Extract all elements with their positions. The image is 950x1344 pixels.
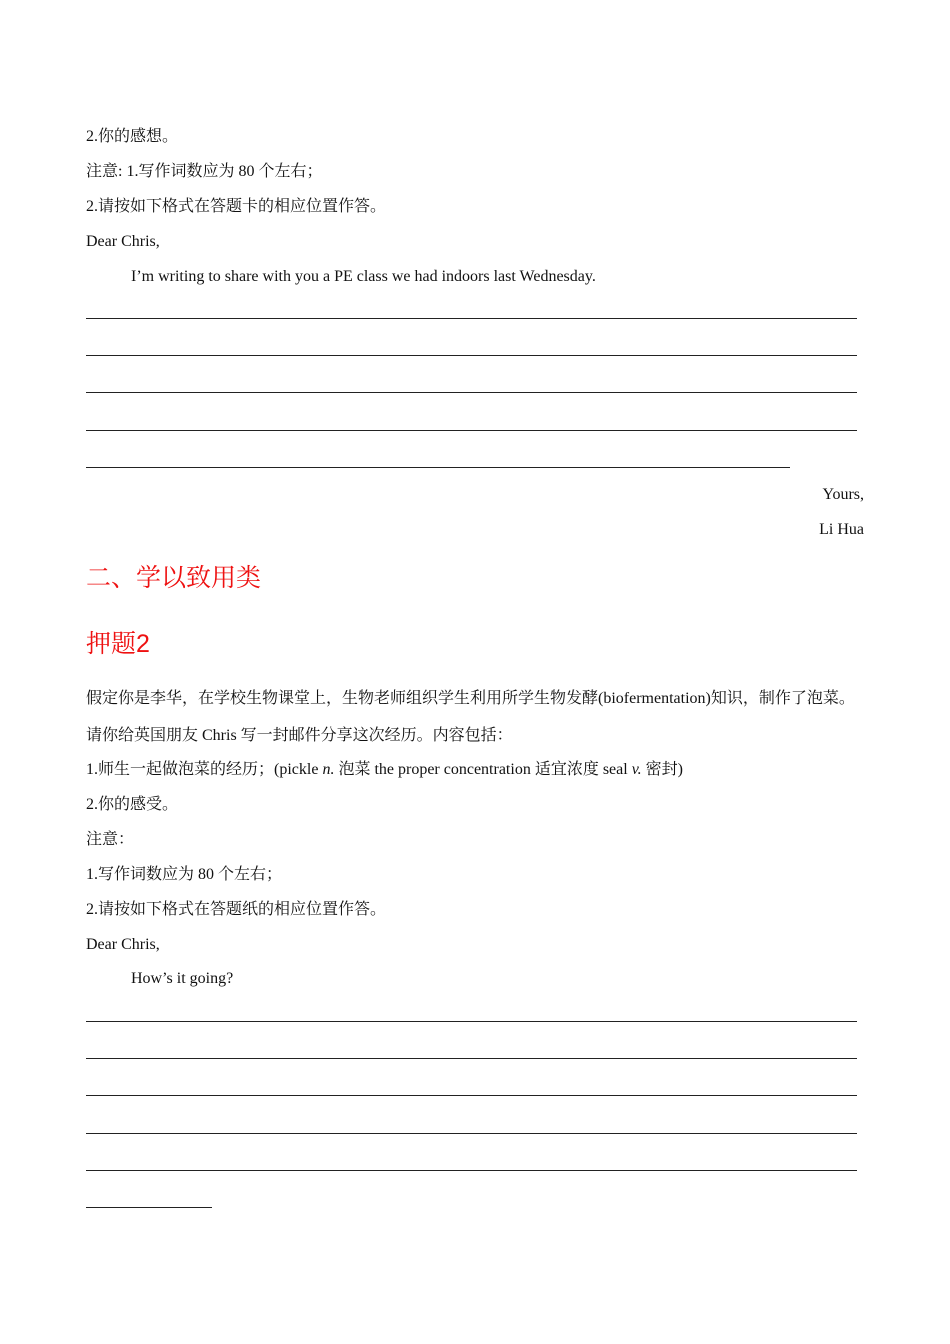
note-line-2: 2.请按如下格式在答题卡的相应位置作答。 [86, 198, 387, 215]
letter-opening: I’m writing to share with you a PE class we had indoors last Wednesday. [131, 268, 596, 285]
task-item-1-middle: 泡菜 the proper concentration 适宜浓度 seal [334, 761, 632, 778]
task-item-1-prefix: 1.师生一起做泡菜的经历；(pickle [86, 761, 323, 778]
note-line-1: 1.写作词数应为 80 个左右； [86, 866, 283, 883]
answer-line [86, 1021, 857, 1022]
task-item-2: 2.你的感受。 [86, 796, 179, 813]
note-line: 注意: 1.写作词数应为 80 个左右； [86, 163, 323, 180]
letter-opening: How’s it going? [131, 970, 234, 987]
answer-line-short [86, 1207, 212, 1208]
part-of-speech: v. [631, 761, 642, 778]
answer-line [86, 318, 857, 319]
answer-line [86, 430, 857, 431]
part-of-speech: n. [322, 761, 335, 778]
answer-line [86, 1133, 857, 1134]
category-heading: 二、学以致用类 [86, 563, 262, 592]
task-item-1-suffix: 密封) [641, 761, 683, 778]
note-line-2: 2.请按如下格式在答题纸的相应位置作答。 [86, 901, 387, 918]
answer-line [86, 1058, 857, 1059]
answer-line [86, 1095, 857, 1096]
question-title-prefix: 押题 [86, 629, 137, 658]
question-title-number: 2 [136, 630, 150, 658]
note-label: 注意： [86, 831, 135, 848]
letter-signature: Li Hua [819, 521, 864, 538]
question-title [86, 628, 150, 660]
letter-closing: Yours, [822, 486, 864, 503]
answer-line [86, 355, 857, 356]
answer-line [86, 1170, 857, 1171]
task-item-1 [86, 759, 683, 781]
answer-line [86, 392, 857, 393]
letter-greeting: Dear Chris, [86, 936, 160, 953]
letter-greeting: Dear Chris, [86, 233, 160, 250]
question-prompt: 假定你是李华，在学校生物课堂上，生物老师组织学生利用所学生物发酵(biofermentation)知识，制作了泡菜。请你给英国朋友 Chris 写一封邮件分享这次经历。内容包括： [86, 690, 855, 744]
answer-line-short [86, 467, 790, 468]
task-item-2: 2.你的感想。 [86, 128, 179, 145]
